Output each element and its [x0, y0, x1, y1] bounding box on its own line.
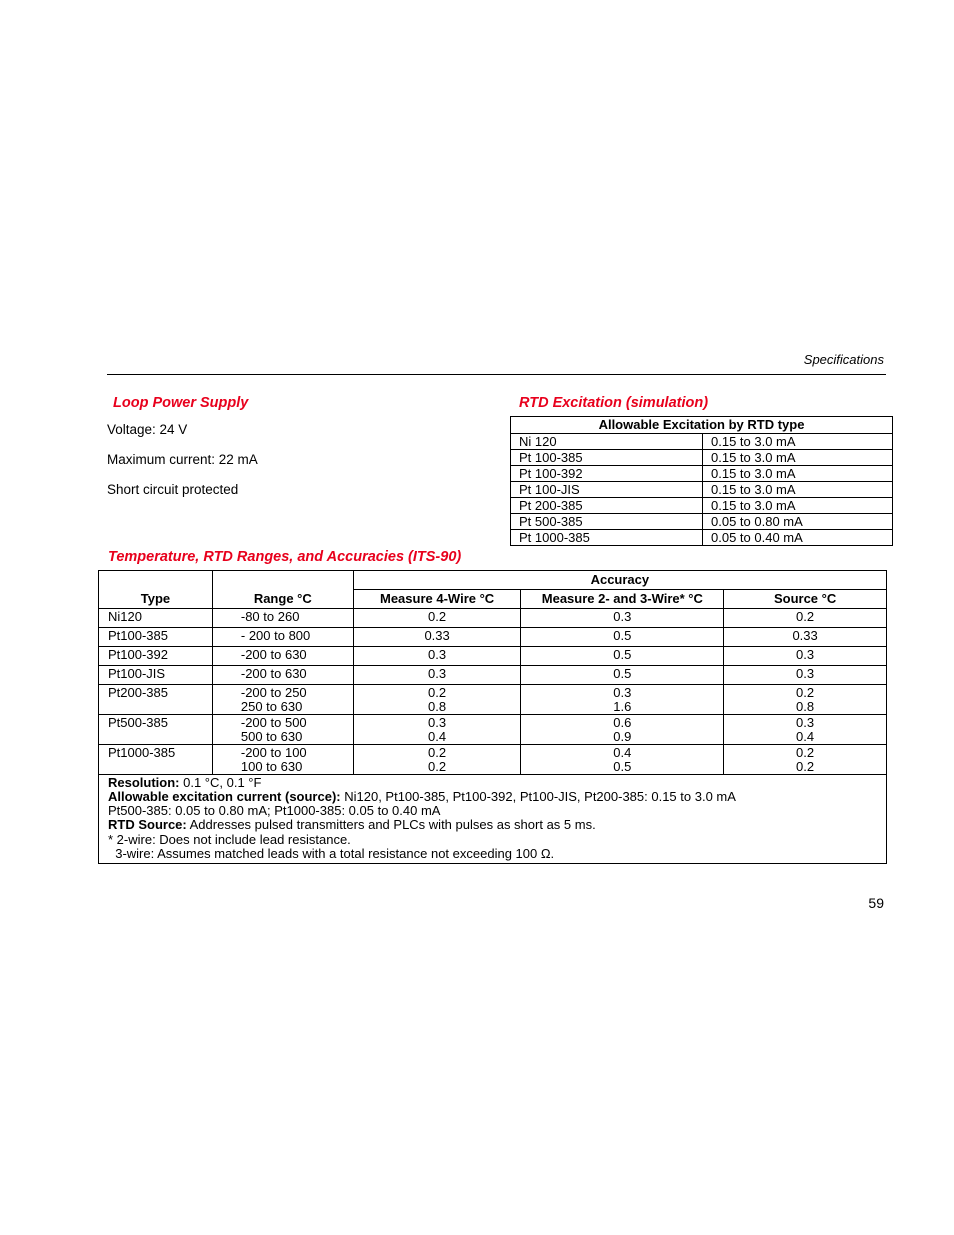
source-cell-line: 0.8 [796, 699, 815, 714]
measure-4wire-cell-line: 0.2 [428, 745, 447, 760]
source-cell-line: 0.2 [796, 609, 815, 624]
accuracy-row [99, 685, 887, 715]
source-header: Source °C [724, 590, 887, 609]
type-cell: Pt1000-385 [99, 745, 213, 775]
range-cell-line: -200 to 500 [240, 715, 307, 730]
range-cell-line: -80 to 260 [240, 609, 300, 624]
excitation-note [108, 790, 877, 804]
voltage-text: Voltage: 24 V [107, 422, 188, 437]
range-cell [212, 647, 353, 666]
accuracy-row [99, 647, 887, 666]
rtd-excitation-row [511, 514, 893, 530]
source-cell [724, 666, 887, 685]
resolution-note [108, 776, 877, 790]
range-cell [212, 685, 353, 715]
rtd-excitation-value-cell: 0.05 to 0.40 mA [703, 530, 893, 546]
rtd-type-cell: Pt 100-392 [511, 466, 703, 482]
measure-4wire-cell-line: 0.2 [428, 685, 447, 700]
range-cell-line: -200 to 630 [240, 647, 307, 662]
measure-4wire-cell-line: 0.2 [428, 759, 447, 774]
source-cell [724, 647, 887, 666]
accuracy-group-header: Accuracy [353, 571, 886, 590]
rtd-type-cell: Pt 100-385 [511, 450, 703, 466]
source-cell-line: 0.33 [792, 628, 818, 643]
rtd-type-cell: Pt 200-385 [511, 498, 703, 514]
measure-23wire-cell-line: 0.3 [613, 609, 632, 624]
rtd-excitation-value-cell: 0.15 to 3.0 mA [703, 482, 893, 498]
rtd-excitation-row [511, 482, 893, 498]
range-header: Range °C [212, 571, 353, 609]
measure-23wire-cell [521, 685, 724, 715]
source-cell-line: 0.2 [796, 759, 815, 774]
type-cell: Pt500-385 [99, 715, 213, 745]
max-current-text: Maximum current: 22 mA [107, 452, 258, 467]
rtd-type-cell: Pt 100-JIS [511, 482, 703, 498]
rtd-type-cell: Pt 500-385 [511, 514, 703, 530]
header-divider [107, 374, 886, 375]
rtd-source-label: RTD Source: [108, 817, 187, 832]
type-cell: Pt100-392 [99, 647, 213, 666]
footnote-3wire: 3-wire: Assumes matched leads with a total resistance not exceeding 100 Ω. [108, 846, 555, 861]
measure-23wire-cell-line: 0.5 [613, 666, 632, 681]
range-cell-line: -200 to 100 [240, 745, 307, 760]
measure-23wire-cell-line: 0.5 [613, 647, 632, 662]
measure-23wire-cell-line: 0.5 [613, 759, 632, 774]
rtd-excitation-row [511, 498, 893, 514]
measure-23wire-cell [521, 715, 724, 745]
measure-23wire-cell [521, 628, 724, 647]
range-cell-line: 500 to 630 [240, 729, 303, 744]
source-cell-line: 0.2 [796, 745, 815, 760]
rtd-excitation-value-cell: 0.15 to 3.0 mA [703, 498, 893, 514]
range-cell [212, 628, 353, 647]
range-cell-line: -200 to 630 [240, 666, 307, 681]
measure-23wire-header: Measure 2- and 3-Wire* °C [521, 590, 724, 609]
type-header: Type [99, 571, 213, 609]
measure-4wire-cell [353, 609, 521, 628]
measure-4wire-cell [353, 745, 521, 775]
short-circuit-text: Short circuit protected [107, 482, 239, 497]
range-cell [212, 609, 353, 628]
rtd-excitation-row [511, 530, 893, 546]
rtd-excitation-value-cell: 0.15 to 3.0 mA [703, 450, 893, 466]
measure-23wire-cell [521, 609, 724, 628]
range-cell [212, 666, 353, 685]
source-cell [724, 685, 887, 715]
measure-4wire-cell [353, 647, 521, 666]
accuracy-row [99, 628, 887, 647]
accuracy-notes [99, 775, 887, 864]
measure-23wire-cell-line: 0.5 [613, 628, 632, 643]
rtd-type-cell: Ni 120 [511, 434, 703, 450]
measure-23wire-cell-line: 0.6 [613, 715, 632, 730]
excitation-value: Ni120, Pt100-385, Pt100-392, Pt100-JIS, Pt200-385: 0.15 to 3.0 mA [340, 789, 736, 804]
rtd-excitation-value-cell: 0.05 to 0.80 mA [703, 514, 893, 530]
measure-4wire-cell-line: 0.3 [428, 666, 447, 681]
footnote-2wire: * 2-wire: Does not include lead resistance. [108, 832, 351, 847]
accuracy-table [98, 570, 887, 864]
rtd-source-value: Addresses pulsed transmitters and PLCs with pulses as short as 5 ms. [186, 817, 596, 832]
measure-4wire-cell-line: 0.3 [428, 715, 447, 730]
source-cell-line: 0.4 [796, 729, 815, 744]
accuracy-row [99, 609, 887, 628]
measure-4wire-cell-line: 0.2 [428, 609, 447, 624]
rtd-excitation-table [510, 416, 893, 546]
measure-23wire-cell [521, 666, 724, 685]
source-cell [724, 745, 887, 775]
measure-4wire-cell-line: 0.33 [424, 628, 450, 643]
range-cell-line: 100 to 630 [240, 759, 303, 774]
source-cell [724, 609, 887, 628]
measure-4wire-cell [353, 685, 521, 715]
measure-23wire-cell-line: 1.6 [613, 699, 632, 714]
type-cell: Pt200-385 [99, 685, 213, 715]
accuracy-row [99, 666, 887, 685]
measure-4wire-cell-line: 0.3 [428, 647, 447, 662]
range-cell [212, 715, 353, 745]
accuracy-row [99, 745, 887, 775]
loop-power-title: Loop Power Supply [113, 395, 249, 411]
range-cell [212, 745, 353, 775]
measure-4wire-cell [353, 628, 521, 647]
source-cell-line: 0.3 [796, 666, 815, 681]
rtd-type-cell: Pt 1000-385 [511, 530, 703, 546]
measure-4wire-cell [353, 666, 521, 685]
range-cell-line: -200 to 250 [240, 685, 307, 700]
rtd-excitation-value-cell: 0.15 to 3.0 mA [703, 466, 893, 482]
measure-4wire-cell-line: 0.8 [428, 699, 447, 714]
measure-23wire-cell-line: 0.3 [613, 685, 632, 700]
rtd-table-header: Allowable Excitation by RTD type [511, 417, 893, 434]
source-cell-line: 0.3 [796, 715, 815, 730]
source-cell [724, 628, 887, 647]
source-cell-line: 0.2 [796, 685, 815, 700]
measure-23wire-cell-line: 0.4 [613, 745, 632, 760]
running-header: Specifications [803, 352, 884, 367]
measure-23wire-cell [521, 745, 724, 775]
accuracy-title: Temperature, RTD Ranges, and Accuracies (ITS-90) [108, 549, 462, 565]
rtd-source-note [108, 818, 877, 832]
excitation-label: Allowable excitation current (source): [108, 789, 341, 804]
measure-23wire-cell [521, 647, 724, 666]
resolution-label: Resolution: [108, 775, 180, 790]
resolution-value: 0.1 °C, 0.1 °F [179, 775, 262, 790]
rtd-excitation-row [511, 466, 893, 482]
accuracy-row [99, 715, 887, 745]
measure-4wire-cell [353, 715, 521, 745]
source-cell-line: 0.3 [796, 647, 815, 662]
source-cell [724, 715, 887, 745]
range-cell-line: 250 to 630 [240, 699, 303, 714]
type-cell: Pt100-JIS [99, 666, 213, 685]
rtd-excitation-title: RTD Excitation (simulation) [519, 395, 709, 411]
measure-4wire-header: Measure 4-Wire °C [353, 590, 521, 609]
measure-23wire-cell-line: 0.9 [613, 729, 632, 744]
accuracy-table-body [99, 609, 887, 775]
rtd-excitation-value-cell: 0.15 to 3.0 mA [703, 434, 893, 450]
range-cell-line: - 200 to 800 [240, 628, 311, 643]
type-cell: Pt100-385 [99, 628, 213, 647]
page-number: 59 [868, 895, 884, 911]
rtd-excitation-row [511, 434, 893, 450]
excitation-note-line2: Pt500-385: 0.05 to 0.80 mA; Pt1000-385: 0.05 to 0.40 mA [108, 803, 441, 818]
rtd-excitation-row [511, 450, 893, 466]
measure-4wire-cell-line: 0.4 [428, 729, 447, 744]
type-cell: Ni120 [99, 609, 213, 628]
rtd-table-body [511, 434, 893, 546]
